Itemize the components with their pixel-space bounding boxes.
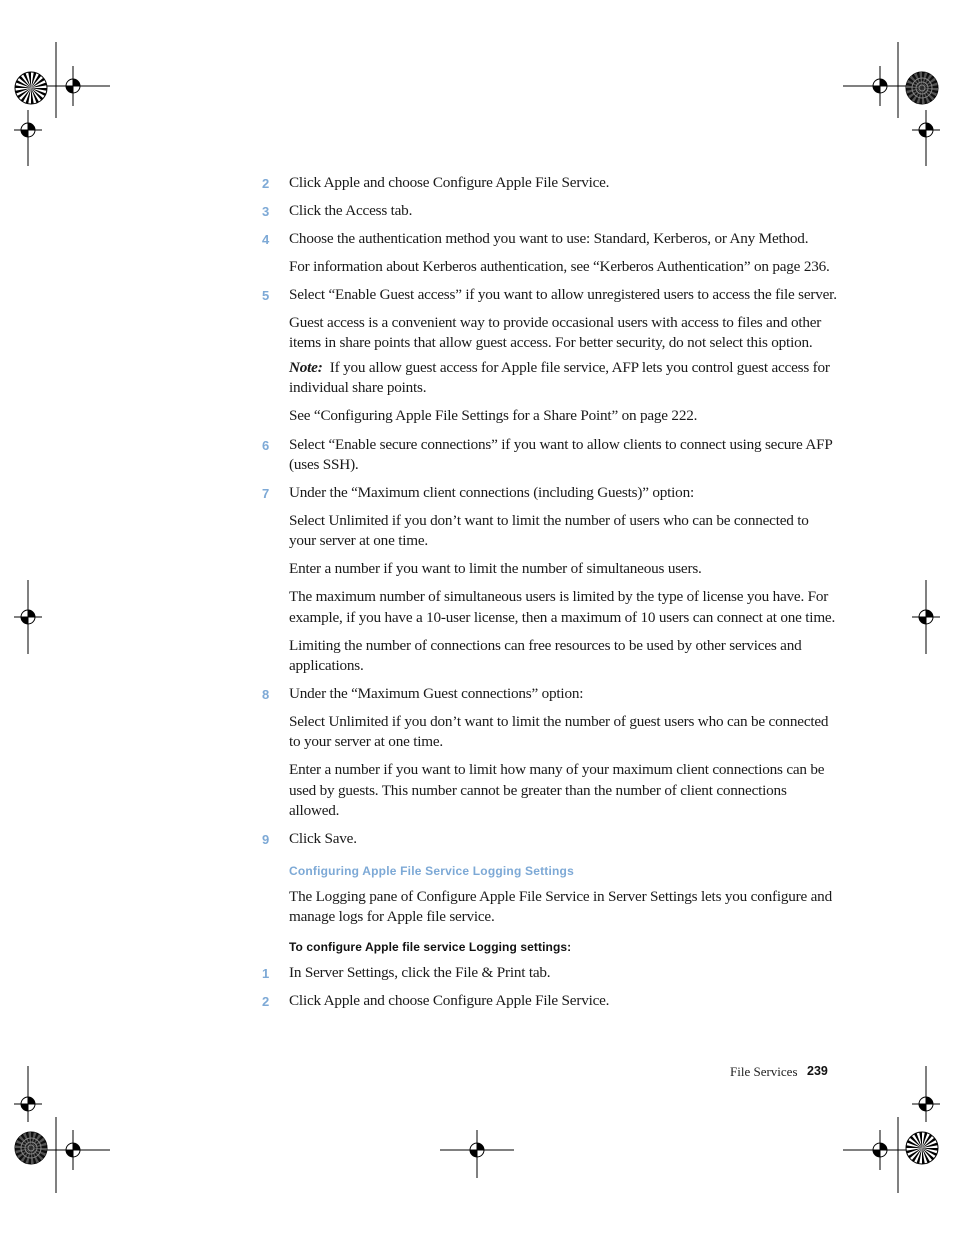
step-number: 4 (262, 232, 270, 247)
paragraph-line: The Logging pane of Configure Apple File Service in Server Settings lets you configure and (289, 888, 832, 905)
step-number: 2 (262, 176, 270, 191)
paragraph: Enter a number if you want to limit the number of simultaneous users. (289, 560, 702, 577)
step-text: Select “Enable secure connections” if you want to allow clients to connect using secure AFP (289, 436, 833, 453)
step-number: 6 (262, 438, 270, 453)
paragraph-line: your server at one time. (289, 532, 429, 549)
note-line (289, 359, 830, 377)
page-number: 239 (807, 1064, 828, 1078)
step-text: In Server Settings, click the File & Print tab. (289, 964, 551, 981)
paragraph-line: to your server at one time. (289, 733, 444, 750)
star-target-icon (15, 1132, 47, 1164)
paragraph-line: Guest access is a convenient way to provide occasional users with access to files and other (289, 314, 822, 331)
note-text: If you allow guest access for Apple file service, AFP lets you control guest access for (329, 359, 830, 376)
paragraph-line: example, if you have a 10-user license, then a maximum of 10 users can connect at one time. (289, 609, 836, 626)
paragraph-line: allowed. (289, 802, 340, 819)
paragraph-line: Limiting the number of connections can free resources to be used by other services and (289, 637, 802, 654)
step-number: 1 (262, 966, 270, 981)
note-label: Note: (289, 359, 323, 376)
star-target-icon (906, 72, 938, 104)
step-text: Click Apple and choose Configure Apple File Service. (289, 992, 610, 1009)
section-heading: Configuring Apple File Service Logging Settings (289, 864, 574, 878)
paragraph: For information about Kerberos authentication, see “Kerberos Authentication” on page 236. (289, 258, 830, 275)
star-target-icon (906, 1132, 938, 1164)
step-number: 5 (262, 288, 270, 303)
paragraph-line: items in share points that allow guest access. For better security, do not select this option. (289, 334, 813, 351)
step-number: 7 (262, 486, 270, 501)
step-number: 3 (262, 204, 270, 219)
task-heading: To configure Apple file service Logging settings: (289, 940, 572, 954)
paragraph-line: used by guests. This number cannot be greater than the number of client connections (289, 782, 787, 799)
paragraph: See “Configuring Apple File Settings for a Share Point” on page 222. (289, 407, 698, 424)
note-line: individual share points. (289, 379, 427, 396)
step-text: Under the “Maximum Guest connections” option: (289, 685, 584, 702)
paragraph-line: Select Unlimited if you don’t want to limit the number of users who can be connected to (289, 512, 809, 529)
step-text: Click the Access tab. (289, 202, 413, 219)
step-number: 8 (262, 687, 270, 702)
paragraph-line: The maximum number of simultaneous users is limited by the type of license you have. For (289, 588, 829, 605)
step-text: Select “Enable Guest access” if you want to allow unregistered users to access the file server. (289, 286, 837, 303)
step-number: 2 (262, 994, 270, 1009)
star-target-icon (15, 72, 47, 104)
step-text: Under the “Maximum client connections (including Guests)” option: (289, 484, 694, 501)
footer-chapter: File Services (730, 1064, 798, 1079)
paragraph-line: Enter a number if you want to limit how many of your maximum client connections can be (289, 761, 825, 778)
step-text: (uses SSH). (289, 456, 359, 473)
paragraph-line: applications. (289, 657, 364, 674)
step-text: Choose the authentication method you want to use: Standard, Kerberos, or Any Method. (289, 230, 809, 247)
step-text: Click Save. (289, 830, 357, 847)
step-text: Click Apple and choose Configure Apple File Service. (289, 174, 610, 191)
paragraph-line: manage logs for Apple file service. (289, 908, 495, 925)
paragraph-line: Select Unlimited if you don’t want to limit the number of guest users who can be connected (289, 713, 829, 730)
step-number: 9 (262, 832, 270, 847)
